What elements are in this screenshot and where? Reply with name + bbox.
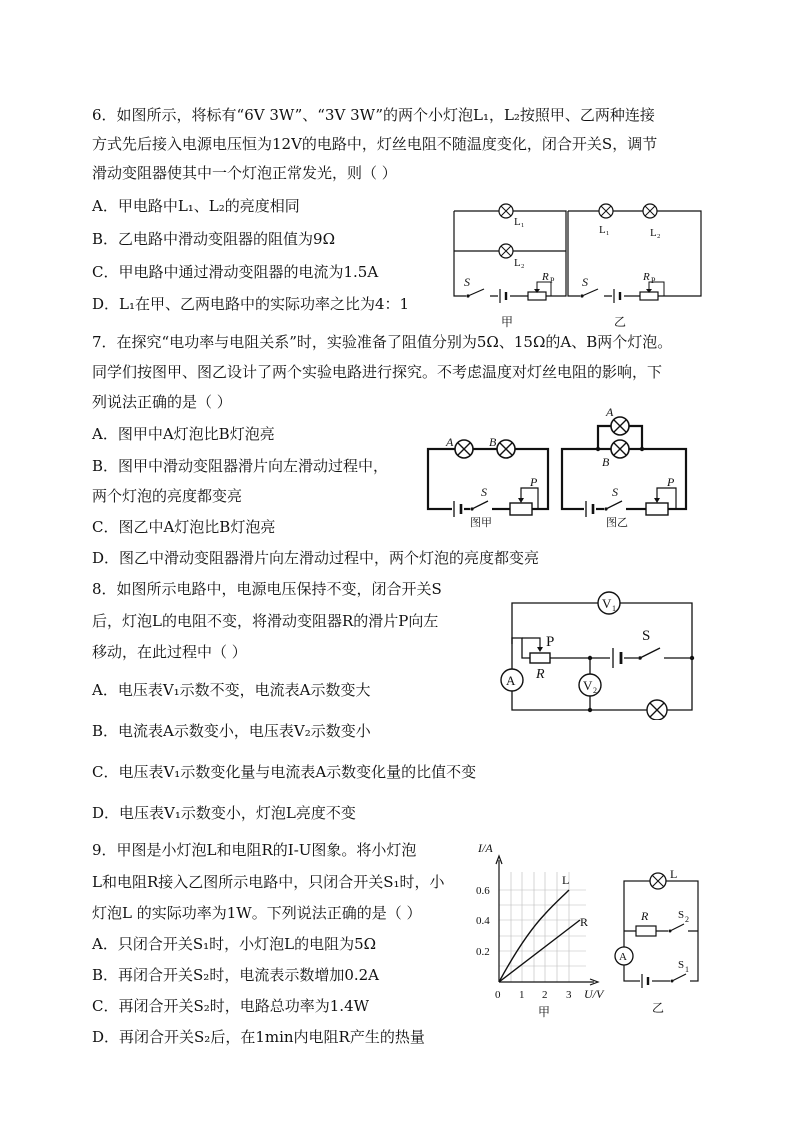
q6-label-Rp-sub-jia: P [550, 276, 555, 285]
q8-label-R: R [536, 667, 545, 682]
q6-option-c: C．甲电路中通过滑动变阻器的电流为1.5A [92, 263, 379, 281]
q6-label-L2-jia: L₂ [514, 257, 525, 269]
q7-label-P-jia: P [530, 475, 538, 489]
q9-graph-curve-L-label: L [562, 873, 570, 887]
q6-option-a: A．甲电路中L₁、L₂的亮度相同 [92, 197, 300, 215]
q9-ytick-0.6: 0.6 [476, 885, 490, 897]
q7-option-b-line-2: 两个灯泡的亮度都变亮 [92, 487, 243, 505]
q9-xtick-1: 1 [519, 989, 525, 1001]
q6-rheostat-jia [528, 282, 551, 300]
q8-option-b: B．电流表A示数变小，电压表V₂示数变小 [92, 722, 371, 740]
q9-ytick-0.4: 0.4 [476, 915, 490, 927]
q8-voltmeter-V1 [598, 592, 620, 614]
q8-figure [492, 588, 700, 720]
q8-battery [610, 648, 624, 668]
q7-label-A-jia: A [446, 435, 454, 449]
q8-stem-line-1: 8．如图所示电路中，电源电压保持不变，闭合开关S [92, 580, 442, 598]
q7-label-S-yi: S [612, 485, 618, 499]
q7-rheostat-yi [646, 488, 676, 515]
q7-battery-yi [584, 501, 596, 517]
q6-switch-yi [580, 289, 604, 300]
q8-label-P: P [546, 634, 555, 650]
q9-graph-line-R-label: R [580, 915, 589, 929]
q6-lamp-L1-yi [599, 204, 613, 218]
q9-option-d: D．再闭合开关S₂后，在1min内电阻R产生的热量 [92, 1028, 425, 1046]
q7-label-B-jia: B [489, 435, 497, 449]
q7-lamp-A-jia [455, 440, 473, 458]
q8-label-A: A [506, 673, 516, 688]
q6-lamp-L1-jia [499, 204, 513, 218]
q7-switch-yi [604, 501, 626, 514]
q6-option-b: B．乙电路中滑动变阻器的阻值为9Ω [92, 230, 336, 248]
q9-lamp-L [650, 873, 666, 889]
q9-ammeter-A [615, 947, 633, 965]
q9-battery [640, 974, 652, 988]
q6-stem-line-1: 6．如图所示，将标有“6V 3W”、“3V 3W”的两个小灯泡L₁，L₂按照甲、乙两种连接 [92, 106, 655, 124]
q8-lamp-L [647, 700, 667, 720]
q6-label-Rp-sub-yi: P [651, 276, 656, 285]
q8-stem-line-3: 移动，在此过程中（ ） [92, 643, 247, 661]
q6-caption-yi: 乙 [614, 315, 627, 329]
q9-switch-S2 [668, 924, 688, 936]
q8-option-d: D．电压表V₁示数变小，灯泡L亮度不变 [92, 804, 356, 822]
q8-label-V2-sub: 2 [593, 686, 597, 695]
q6-label-L1-jia: L₁ [514, 216, 525, 228]
q9-resistor-R [636, 926, 656, 936]
q6-label-Rp-jia: R [542, 271, 549, 283]
q7-label-A-yi: A [606, 405, 614, 419]
q8-label-V2: V [583, 678, 593, 693]
q7-option-b-line-1: B．图甲中滑动变阻器滑片向左滑动过程中， [92, 457, 389, 475]
q9-circuit [612, 866, 710, 1016]
q7-caption-yi: 图乙 [606, 517, 628, 529]
q7-rheostat-jia [510, 488, 538, 515]
q9-label-R: R [641, 909, 649, 923]
q9-xtick-2: 2 [542, 989, 548, 1001]
q8-label-V1: V [602, 596, 612, 611]
q9-option-a: A．只闭合开关S₁时，小灯泡L的电阻为5Ω [92, 935, 377, 953]
q9-iu-graph [476, 840, 616, 1020]
q7-label-S-jia: S [481, 485, 487, 499]
q7-battery-jia [452, 501, 464, 517]
q7-label-P-yi: P [667, 475, 675, 489]
q9-label-S1-sub: 1 [685, 965, 689, 974]
q9-switch-S1 [670, 974, 690, 986]
q6-stem-line-3: 滑动变阻器使其中一个灯泡正常发光，则（ ） [92, 164, 397, 182]
q8-voltmeter-V2 [579, 674, 601, 696]
q8-option-c: C．电压表V₁示数变化量与电流表A示数变化量的比值不变 [92, 763, 477, 781]
q7-switch-jia [470, 501, 492, 514]
q6-label-L2-yi: L₂ [650, 227, 661, 239]
q6-lamp-L2-yi [643, 204, 657, 218]
q9-stem-line-2: L和电阻R接入乙图所示电路中，只闭合开关S₁时，小 [92, 873, 445, 891]
q9-ytick-0.2: 0.2 [476, 946, 490, 958]
q6-lamp-L2-jia [499, 244, 513, 258]
q9-graph-xlabel: U/V [584, 987, 604, 1001]
q6-label-S-yi: S [582, 275, 588, 289]
q6-switch-jia [466, 289, 490, 300]
q7-option-d: D．图乙中滑动变阻器滑片向左滑动过程中，两个灯泡的亮度都变亮 [92, 549, 540, 567]
q6-label-L1-yi: L₁ [599, 224, 610, 236]
q6-figure [446, 196, 716, 330]
q7-option-c: C．图乙中A灯泡比B灯泡亮 [92, 518, 276, 536]
q8-label-S: S [642, 628, 651, 644]
q7-lamp-B-jia [497, 440, 515, 458]
q9-label-S2: S [678, 909, 685, 921]
q8-label-V1-sub: 1 [612, 604, 616, 613]
q7-lamp-A-yi [611, 417, 629, 435]
q7-label-B-yi: B [602, 455, 610, 469]
q7-option-a: A．图甲中A灯泡比B灯泡亮 [92, 425, 275, 443]
q6-battery-yi [612, 288, 624, 304]
q9-circuit-caption: 乙 [652, 1001, 665, 1015]
q9-xtick-3: 3 [566, 989, 572, 1001]
q7-lamp-B-yi [611, 440, 629, 458]
q6-label-Rp-yi: R [643, 271, 650, 283]
q9-stem-line-3: 灯泡L 的实际功率为1W。下列说法正确的是（ ） [92, 904, 422, 922]
q6-option-d: D．L₁在甲、乙两电路中的实际功率之比为4：1 [92, 295, 410, 313]
q9-label-S1: S [678, 959, 685, 971]
q7-stem-line-2: 同学们按图甲、图乙设计了两个实验电路进行探究。不考虑温度对灯丝电阻的影响，下 [92, 363, 663, 381]
q8-stem-line-2: 后，灯泡L的电阻不变，将滑动变阻器R的滑片P向左 [92, 612, 439, 630]
q9-option-b: B．再闭合开关S₂时，电流表示数增加0.2A [92, 966, 380, 984]
q9-stem-line-1: 9．甲图是小灯泡L和电阻R的I-U图象。将小灯泡 [92, 841, 417, 859]
q6-caption-jia: 甲 [501, 315, 514, 329]
q9-graph-caption: 甲 [538, 1005, 551, 1019]
q7-caption-jia: 图甲 [470, 517, 492, 529]
q7-stem-line-1: 7．在探究“电功率与电阻关系”时，实验准备了阻值分别为5Ω、15Ω的A、B两个灯泡。 [92, 333, 673, 351]
q6-label-S-jia: S [464, 275, 470, 289]
q7-stem-line-3: 列说法正确的是（ ） [92, 393, 232, 411]
q9-label-A: A [619, 951, 627, 963]
q9-label-L: L [670, 867, 678, 881]
q8-ammeter-A [501, 669, 523, 691]
q6-battery-jia [498, 288, 510, 304]
q8-option-a: A．电压表V₁示数不变，电流表A示数变大 [92, 681, 371, 699]
q9-label-S2-sub: 2 [685, 915, 689, 924]
q7-figure [420, 404, 702, 532]
q9-graph-ylabel: I/A [478, 841, 493, 855]
q9-xtick-0: 0 [495, 989, 501, 1001]
q8-switch-S [638, 648, 664, 664]
q9-graph-grid [499, 872, 589, 982]
q9-option-c: C．再闭合开关S₂时，电路总功率为1.4W [92, 997, 370, 1015]
q6-stem-line-2: 方式先后接入电源电压恒为12V的电路中，灯丝电阻不随温度变化，闭合开关S，调节 [92, 135, 658, 153]
